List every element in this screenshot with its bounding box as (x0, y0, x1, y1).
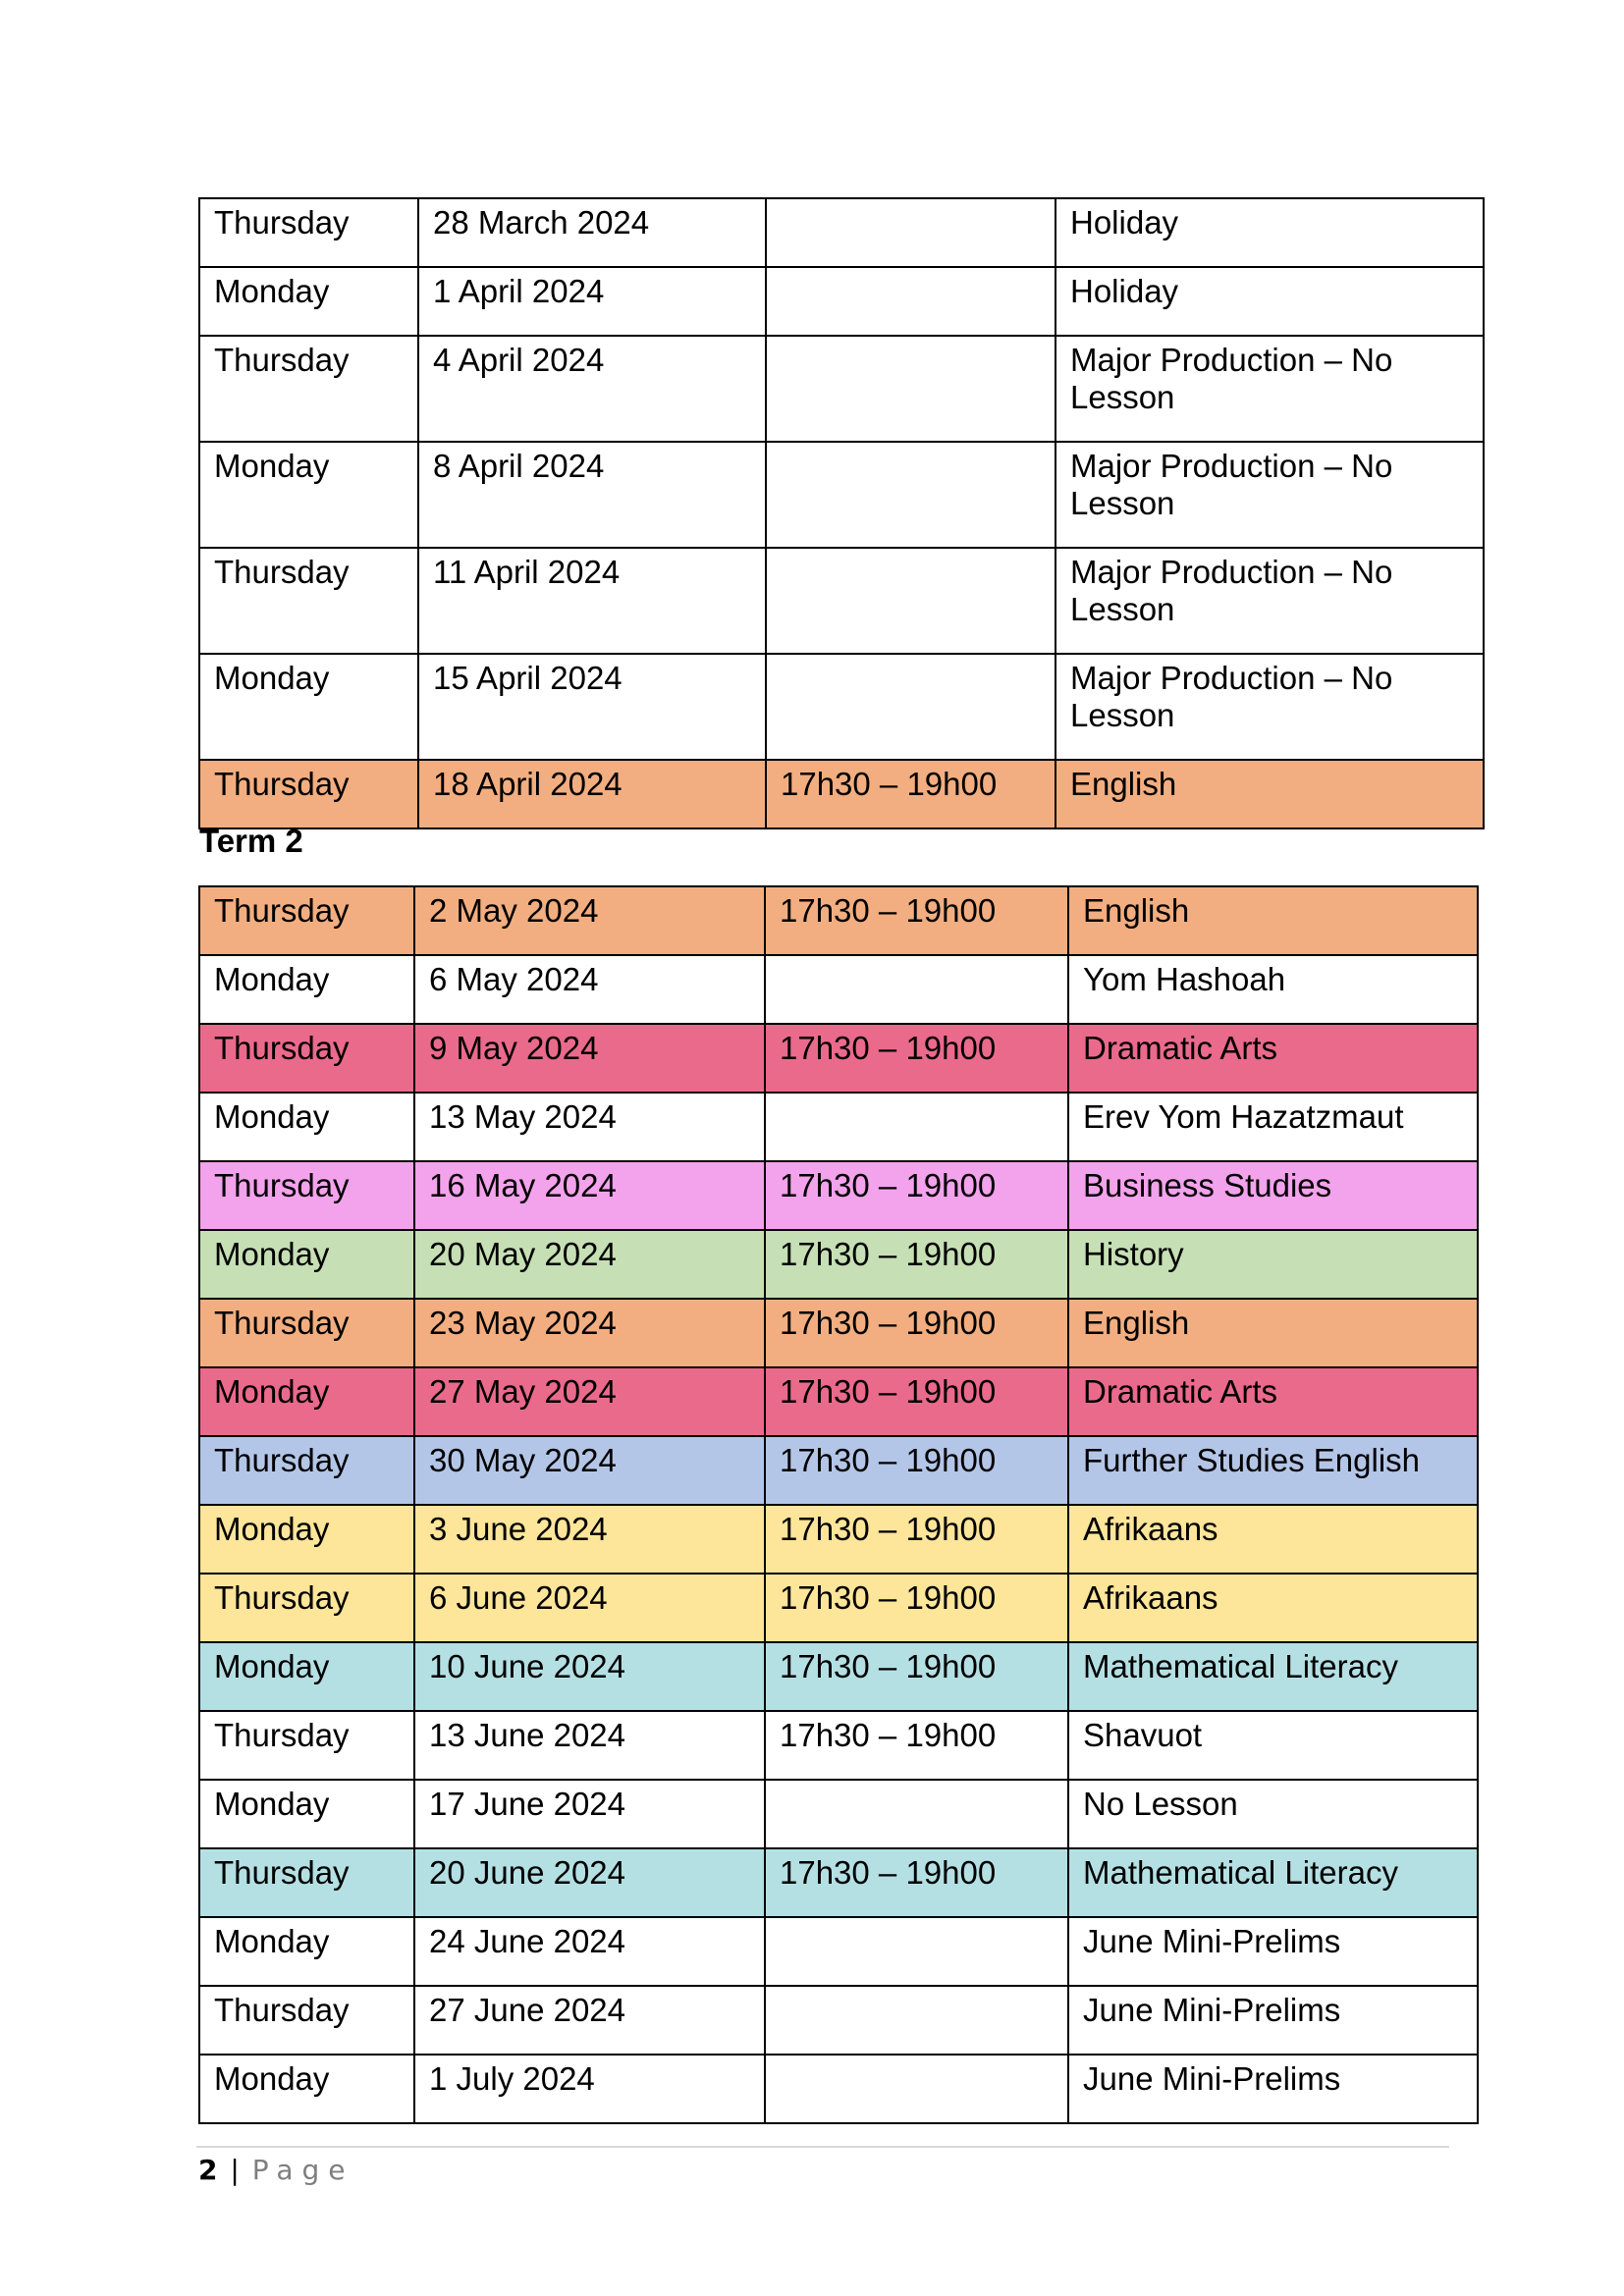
table-row (199, 654, 1484, 760)
term2-schedule-body (199, 886, 1478, 2123)
table-row (199, 1917, 1478, 1986)
date-cell: 17 June 2024 (414, 1780, 765, 1848)
subject-cell: Afrikaans (1068, 1505, 1478, 1574)
date-cell: 2 May 2024 (414, 886, 765, 955)
time-cell: 17h30 – 19h00 (765, 1230, 1068, 1299)
subject-cell: June Mini-Prelims (1068, 1917, 1478, 1986)
time-cell (766, 336, 1056, 442)
footer-separator: | (230, 2154, 240, 2186)
day-cell: Monday (199, 1642, 414, 1711)
time-cell: 17h30 – 19h00 (765, 1574, 1068, 1642)
subject-cell: Business Studies (1068, 1161, 1478, 1230)
time-cell: 17h30 – 19h00 (766, 760, 1056, 828)
table-row (199, 336, 1484, 442)
term2-schedule-table (198, 885, 1479, 2124)
subject-cell: English (1068, 1299, 1478, 1367)
table-row (199, 1848, 1478, 1917)
subject-cell: June Mini-Prelims (1068, 2055, 1478, 2123)
day-cell: Monday (199, 442, 418, 548)
table-row (199, 1093, 1478, 1161)
table-row (199, 1642, 1478, 1711)
day-cell: Thursday (199, 1024, 414, 1093)
table-row (199, 1986, 1478, 2055)
date-cell: 23 May 2024 (414, 1299, 765, 1367)
footer-divider (196, 2146, 1449, 2148)
date-cell: 27 May 2024 (414, 1367, 765, 1436)
subject-cell: Further Studies English (1068, 1436, 1478, 1505)
date-cell: 4 April 2024 (418, 336, 766, 442)
time-cell: 17h30 – 19h00 (765, 1024, 1068, 1093)
term1-schedule-body (199, 198, 1484, 828)
time-cell: 17h30 – 19h00 (765, 1161, 1068, 1230)
day-cell: Monday (199, 654, 418, 760)
subject-cell: Afrikaans (1068, 1574, 1478, 1642)
subject-cell: Mathematical Literacy (1068, 1642, 1478, 1711)
date-cell: 13 May 2024 (414, 1093, 765, 1161)
day-cell: Monday (199, 1230, 414, 1299)
date-cell: 8 April 2024 (418, 442, 766, 548)
date-cell: 15 April 2024 (418, 654, 766, 760)
date-cell: 11 April 2024 (418, 548, 766, 654)
table-row (199, 1299, 1478, 1367)
time-cell (766, 442, 1056, 548)
time-cell: 17h30 – 19h00 (765, 1711, 1068, 1780)
time-cell (765, 955, 1068, 1024)
day-cell: Thursday (199, 198, 418, 267)
day-cell: Thursday (199, 760, 418, 828)
day-cell: Thursday (199, 336, 418, 442)
time-cell: 17h30 – 19h00 (765, 1367, 1068, 1436)
time-cell: 17h30 – 19h00 (765, 1642, 1068, 1711)
table-row (199, 198, 1484, 267)
time-cell (765, 1986, 1068, 2055)
page-label: Page (251, 2154, 354, 2186)
date-cell: 13 June 2024 (414, 1711, 765, 1780)
date-cell: 1 July 2024 (414, 2055, 765, 2123)
day-cell: Thursday (199, 1848, 414, 1917)
day-cell: Monday (199, 2055, 414, 2123)
day-cell: Monday (199, 1093, 414, 1161)
term1-schedule-table (198, 197, 1485, 829)
table-row (199, 267, 1484, 336)
day-cell: Thursday (199, 548, 418, 654)
table-row (199, 548, 1484, 654)
table-row (199, 1024, 1478, 1093)
term2-heading: Term 2 (199, 823, 303, 859)
table-row (199, 442, 1484, 548)
time-cell (766, 267, 1056, 336)
time-cell: 17h30 – 19h00 (765, 1505, 1068, 1574)
subject-cell: Major Production – No Lesson (1056, 336, 1484, 442)
day-cell: Thursday (199, 1574, 414, 1642)
date-cell: 30 May 2024 (414, 1436, 765, 1505)
subject-cell: English (1068, 886, 1478, 955)
subject-cell: Holiday (1056, 198, 1484, 267)
time-cell (765, 1780, 1068, 1848)
time-cell: 17h30 – 19h00 (765, 1299, 1068, 1367)
time-cell (766, 198, 1056, 267)
subject-cell: History (1068, 1230, 1478, 1299)
date-cell: 1 April 2024 (418, 267, 766, 336)
time-cell (765, 2055, 1068, 2123)
table-row (199, 1505, 1478, 1574)
subject-cell: Dramatic Arts (1068, 1024, 1478, 1093)
time-cell (765, 1917, 1068, 1986)
table-row (199, 1367, 1478, 1436)
table-row (199, 1574, 1478, 1642)
subject-cell: Major Production – No Lesson (1056, 654, 1484, 760)
date-cell: 20 June 2024 (414, 1848, 765, 1917)
date-cell: 20 May 2024 (414, 1230, 765, 1299)
day-cell: Thursday (199, 1436, 414, 1505)
day-cell: Monday (199, 1780, 414, 1848)
day-cell: Monday (199, 1367, 414, 1436)
subject-cell: Erev Yom Hazatzmaut (1068, 1093, 1478, 1161)
day-cell: Monday (199, 955, 414, 1024)
day-cell: Thursday (199, 1711, 414, 1780)
table-row (199, 2055, 1478, 2123)
table-row (199, 1711, 1478, 1780)
date-cell: 6 May 2024 (414, 955, 765, 1024)
day-cell: Monday (199, 267, 418, 336)
table-row (199, 1780, 1478, 1848)
table-row (199, 955, 1478, 1024)
subject-cell: Shavuot (1068, 1711, 1478, 1780)
date-cell: 24 June 2024 (414, 1917, 765, 1986)
day-cell: Monday (199, 1505, 414, 1574)
table-row (199, 760, 1484, 828)
page-number: 2 (198, 2154, 218, 2186)
time-cell (766, 654, 1056, 760)
subject-cell: English (1056, 760, 1484, 828)
time-cell (765, 1093, 1068, 1161)
time-cell: 17h30 – 19h00 (765, 1848, 1068, 1917)
date-cell: 28 March 2024 (418, 198, 766, 267)
subject-cell: Mathematical Literacy (1068, 1848, 1478, 1917)
page-footer (198, 2154, 354, 2187)
day-cell: Thursday (199, 1161, 414, 1230)
date-cell: 10 June 2024 (414, 1642, 765, 1711)
date-cell: 6 June 2024 (414, 1574, 765, 1642)
table-row (199, 1230, 1478, 1299)
table-row (199, 1436, 1478, 1505)
time-cell (766, 548, 1056, 654)
date-cell: 18 April 2024 (418, 760, 766, 828)
day-cell: Thursday (199, 886, 414, 955)
subject-cell: Holiday (1056, 267, 1484, 336)
subject-cell: Dramatic Arts (1068, 1367, 1478, 1436)
date-cell: 16 May 2024 (414, 1161, 765, 1230)
subject-cell: Major Production – No Lesson (1056, 442, 1484, 548)
subject-cell: Major Production – No Lesson (1056, 548, 1484, 654)
day-cell: Thursday (199, 1299, 414, 1367)
table-row (199, 886, 1478, 955)
subject-cell: Yom Hashoah (1068, 955, 1478, 1024)
subject-cell: June Mini-Prelims (1068, 1986, 1478, 2055)
time-cell: 17h30 – 19h00 (765, 1436, 1068, 1505)
date-cell: 3 June 2024 (414, 1505, 765, 1574)
date-cell: 9 May 2024 (414, 1024, 765, 1093)
table-row (199, 1161, 1478, 1230)
day-cell: Thursday (199, 1986, 414, 2055)
subject-cell: No Lesson (1068, 1780, 1478, 1848)
time-cell: 17h30 – 19h00 (765, 886, 1068, 955)
date-cell: 27 June 2024 (414, 1986, 765, 2055)
day-cell: Monday (199, 1917, 414, 1986)
